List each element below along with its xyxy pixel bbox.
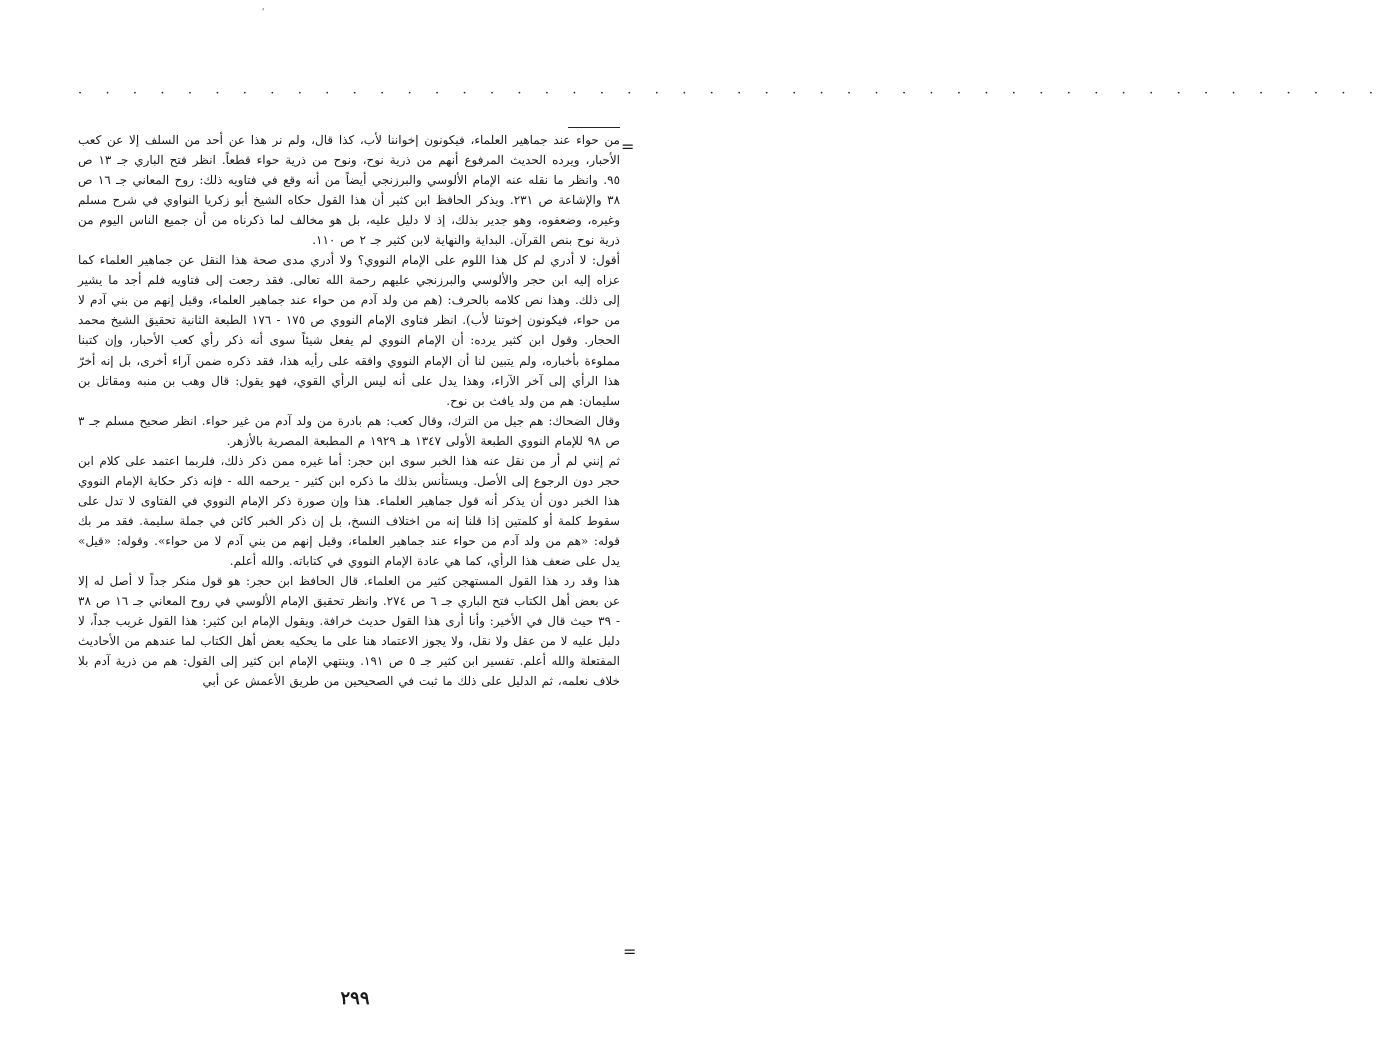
footnote-paragraph: وقال الضحاك: هم جيل من الترك، وقال كعب: هم بادرة من ولد آدم من غير حواء. انظر صحيح مسلم جـ ٣ ص ٩٨ للإمام النووي الطبعة الأولى ١٣٤٧ هـ ١٩٢٩ م المطبعة المصرية بالأزهر. (78, 413, 620, 448)
top-stray-mark: ' (262, 7, 265, 16)
footnote-paragraph: من حواء عند جماهير العلماء، فيكونون إخواننا لأب، كذا قال، ولم نر هذا عن أحد من السلف إلا عن كعب الأحبار، ويرده الحديث المرفوع أنهم من ذرية نوح، ونوح من ذرية حواء قطعاً. انظر فتح الباري جـ ١٣ ص ٩٥. وانظر ما نقله عنه الإمام الألوسي والبرزنجي أيضاً من أنه وقع في فتاويه ذلك: روح المعاني جـ ١٦ ص ٣٨ والإشاعة ص ٢٣١. ويذكر الحافظ ابن كثير أن هذا القول حكاه الشيخ أبو زكريا النواوي في شرح مسلم وغيره، وضعفوه، وهو جدير بذلك، إذ لا دليل عليه، بل هو مخالف لما ذكرناه من أن جميع الناس اليوم من ذرية نوح بنص القرآن. البداية والنهاية لابن كثير جـ ٢ ص ١١٠. (78, 133, 621, 248)
continues-mark: = (623, 942, 637, 961)
page-number: ٢٩٩ (340, 988, 370, 1009)
footnote-rule (568, 127, 620, 128)
continued-from-mark: = (621, 137, 635, 156)
footnote-paragraph: هذا وقد رد هذا القول المستهجن كثير من العلماء. قال الحافظ ابن حجر: هو قول منكر جداً لا أصل له إلا عن بعض أهل الكتاب فتح الباري جـ ٦ ص ٢٧٤. وانظر تحقيق الإمام الألوسي في روح المعاني جـ ١٦ ص ٣٨ - ٣٩ حيث قال في الأخير: وأنا أرى هذا القول حديث خرافة. ويقول الإمام ابن كثير: هذا القول غريب جداً، لا دليل عليه لا من عقل ولا نقل، ولا يجوز الاعتماد هنا على ما يحكيه بعض أهل الكتاب لما عندهم من الأحاديث المفتعلة والله أعلم. تفسير ابن كثير جـ ٥ ص ١٩١. وينتهي الإمام ابن كثير إلى القول: هم من ذرية آدم بلا خلاف نعلمه، ثم الدليل على ذلك ما ثبت في الصحيحين من طريق الأعمش عن أبي (78, 574, 621, 689)
footnotes-body (78, 130, 620, 691)
dotted-separator: · · · · · · · · · · · · · · · · · · · · · · · · · · · · · · · · · · · · · · · · · · · · · · · · (78, 86, 1383, 101)
footnote-paragraph: أقول: لا أدري لم كل هذا اللوم على الإمام النووي؟ ولا أدري مدى صحة هذا النقل عن جماهير العلماء كما عزاه إليه ابن حجر والألوسي والبرزنجي عليهم رحمة الله تعالى. فقد رجعت إلى فتاويه فلم أجد ما يشير إلى ذلك. وهذا نص كلامه بالحرف: (هم من ولد آدم من حواء عند جماهير العلماء، وقيل إنهم من بني آدم لا من حواء، فيكونون إخوتنا لأب). انظر فتاوى الإمام النووي ص ١٧٥ - ١٧٦ الطبعة الثانية تحقيق الشيخ محمد الحجار. وقول ابن كثير يرده: أن الإمام النووي لم يفعل شيئاً سوى أنه ذكر رأي كعب الأحبار، وإن كتبنا مملوءة بأخباره، ولم يتبين لنا أن الإمام النووي وافقه على رأيه هذا، فقد ذكره ضمن آراء أخرى، بل إنه أخرّ هذا الرأي إلى آخر الآراء، وهذا يدل على أنه ليس الرأي القوي، فهو يقول: قال وهب بن منبه ومقاتل بن سليمان: هم من ولد يافث بن نوح. (78, 253, 621, 408)
footnote-paragraph: ثم إنني لم أر من نقل عنه هذا الخبر سوى ابن حجر: أما غيره ممن ذكر ذلك، فلربما اعتمد على كلام ابن حجر دون الرجوع إلى الأصل. ويستأنس بذلك ما ذكره ابن كثير - يرحمه الله - فإنه ذكر حكاية الإمام النووي هذا الخبر دون أن يذكر أنه قول جماهير العلماء. هذا وإن صورة ذكر الإمام النووي في الفتاوى لا تدل على سقوط كلمة أو كلمتين إذا قلنا إنه من اختلاف النسخ، بل إن ذكر الخبر كائن في جملة سليمة. فقد مر بك قوله: «هم من ولد آدم من حواء عند جماهير العلماء، وقيل إنهم من بني آدم لا من حواء». وقوله: «قيل» يدل على ضعف هذا الرأي، كما هي عادة الإمام النووي في كتاباته. والله أعلم. (78, 453, 620, 568)
